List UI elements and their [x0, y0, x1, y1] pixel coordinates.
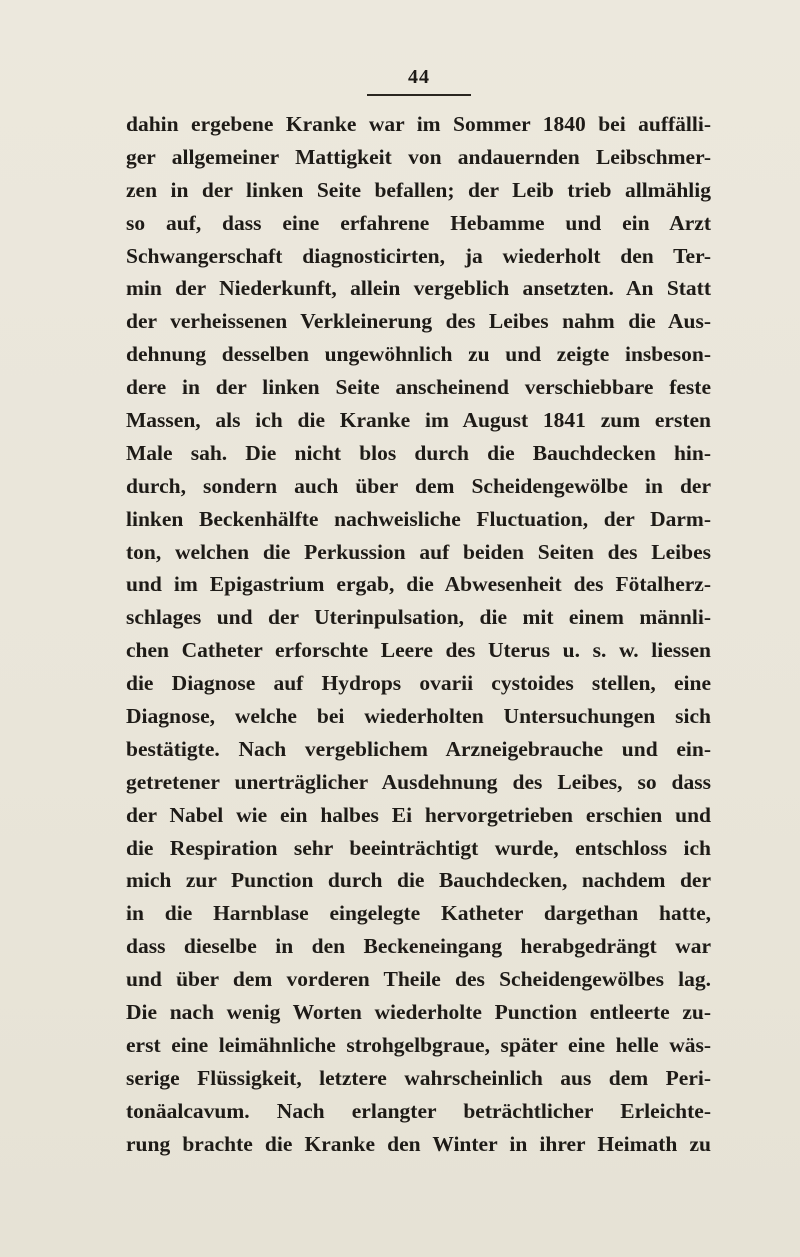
text-line: bestätigte. Nach vergeblichem Arzneigebrauche und ein- — [126, 736, 711, 761]
text-line: durch, sondern auch über dem Scheidengewölbe in der — [126, 473, 711, 498]
text-line: dehnung desselben ungewöhnlich zu und zeigte insbeson- — [126, 342, 711, 367]
text-line: Massen, als ich die Kranke im August 1841 zum ersten — [126, 408, 711, 433]
text-line: so auf, dass eine erfahrene Hebamme und ein Arzt — [126, 210, 711, 235]
text-line: Die nach wenig Worten wiederholte Punction entleerte zu- — [126, 1000, 711, 1025]
text-line: dere in der linken Seite anscheinend verschiebbare feste — [126, 375, 711, 400]
text-line: erst eine leimähnliche strohgelbgraue, später eine helle wäs- — [126, 1032, 711, 1057]
text-line: ger allgemeiner Mattigkeit von andauernden Leibschmer- — [126, 144, 711, 169]
text-line: und im Epigastrium ergab, die Abwesenheit des Fötalherz- — [126, 572, 711, 597]
text-line: dahin ergebene Kranke war im Sommer 1840 bei auffälli- — [126, 112, 711, 136]
text-line: zen in der linken Seite befallen; der Leib trieb allmählig — [126, 177, 711, 202]
text-line: getretener unerträglicher Ausdehnung des Leibes, so dass — [126, 769, 711, 794]
page-number: 44 — [408, 66, 430, 88]
text-line: min der Niederkunft, allein vergeblich ansetzten. An Statt — [126, 276, 711, 301]
text-line: serige Flüssigkeit, letztere wahrscheinlich aus dem Peri- — [126, 1065, 711, 1090]
text-line: Male sah. Die nicht blos durch die Bauchdecken hin- — [126, 440, 711, 465]
text-line: in die Harnblase eingelegte Katheter dargethan hatte, — [126, 901, 711, 926]
text-line: und über dem vorderen Theile des Scheidengewölbes lag. — [126, 967, 711, 992]
text-line: Diagnose, welche bei wiederholten Untersuchungen sich — [126, 704, 711, 729]
text-line: Schwangerschaft diagnosticirten, ja wiederholt den Ter- — [126, 243, 711, 268]
header-rule — [367, 94, 471, 96]
body-text — [126, 108, 711, 1161]
text-line: der verheissenen Verkleinerung des Leibes nahm die Aus- — [126, 309, 711, 334]
text-line: dass dieselbe in den Beckeneingang herabgedrängt war — [126, 934, 711, 959]
text-line: tonäalcavum. Nach erlangter beträchtlicher Erleichte- — [126, 1098, 711, 1123]
text-line: mich zur Punction durch die Bauchdecken, nachdem der — [126, 868, 711, 893]
text-line: der Nabel wie ein halbes Ei hervorgetrieben erschien und — [126, 802, 711, 827]
text-line: linken Beckenhälfte nachweisliche Fluctuation, der Darm- — [126, 506, 711, 531]
text-line: ton, welchen die Perkussion auf beiden Seiten des Leibes — [126, 539, 711, 564]
text-line: rung brachte die Kranke den Winter in ihrer Heimath zu — [126, 1131, 711, 1156]
text-line: die Respiration sehr beeinträchtigt wurde, entschloss ich — [126, 835, 711, 860]
text-line: schlages und der Uterinpulsation, die mit einem männli- — [126, 605, 711, 630]
text-line: die Diagnose auf Hydrops ovarii cystoides stellen, eine — [126, 671, 711, 696]
text-line: chen Catheter erforschte Leere des Uterus u. s. w. liessen — [126, 638, 711, 663]
